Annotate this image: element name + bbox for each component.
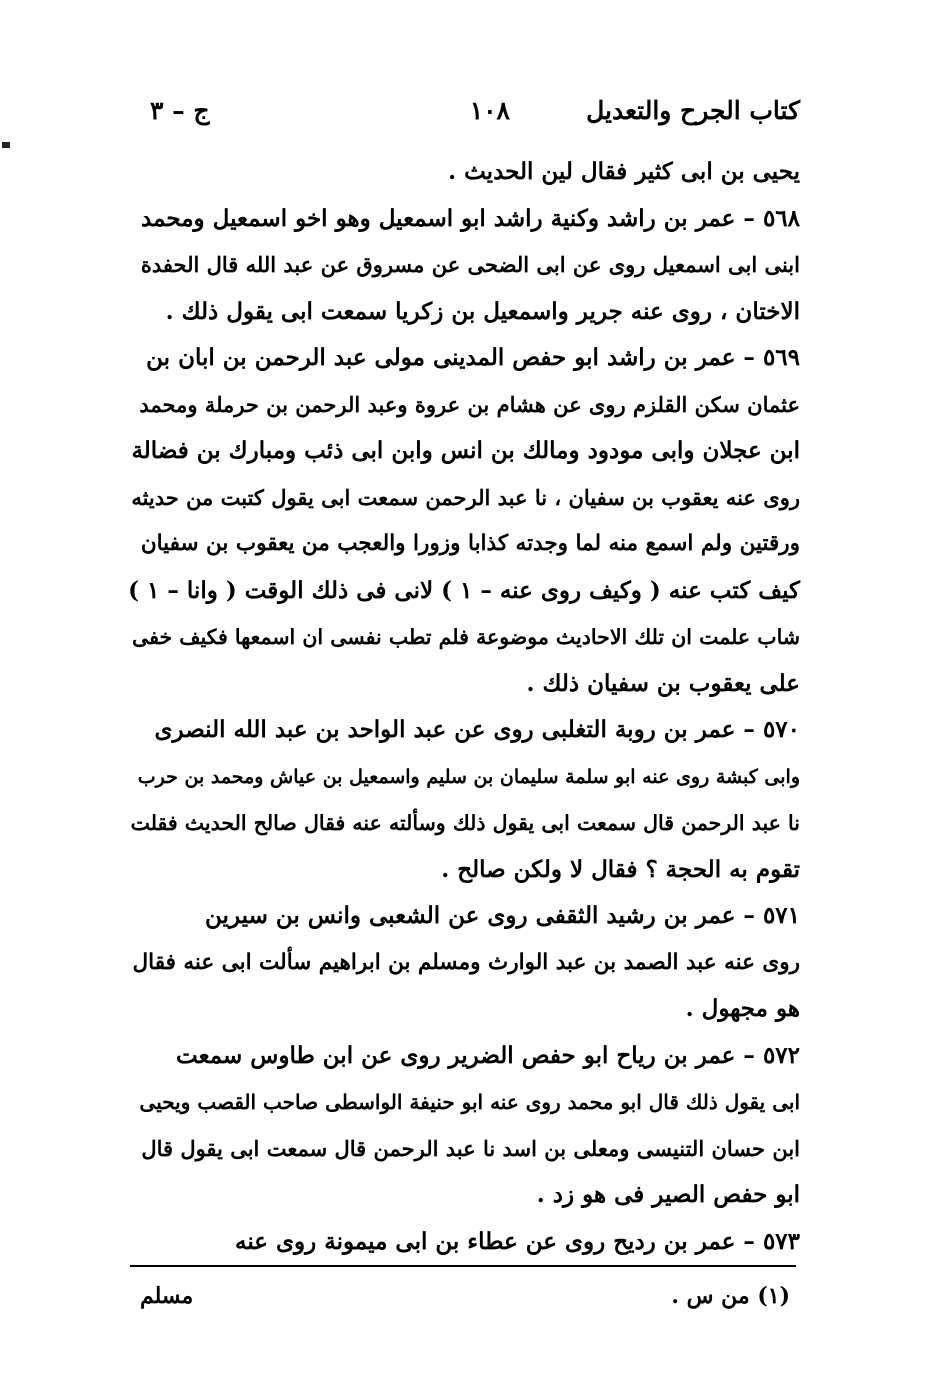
text-line: يحيى بن ابى كثير فقال لين الحديث . (448, 158, 800, 185)
text-line: على يعقوب بن سفيان ذلك . (526, 669, 800, 697)
text-line: روى عنه عبد الصمد بن عبد الوارث ومسلم بن ابراهيم سألت ابى عنه فقال (132, 949, 800, 975)
text-line: ابو حفص الصير فى هو زد . (536, 1181, 800, 1208)
body-text (128, 150, 800, 1266)
text-line: وابى كبشة روى عنه ابو سلمة سليمان بن سليم واسمعيل بن عياش ومحمد بن حرب (137, 765, 800, 788)
text-line: هو مجهول . (685, 995, 800, 1022)
text-line: ابن عجلان وابى مودود ومالك بن انس وابن ابى ذئب ومبارك بن فضالة (131, 437, 800, 464)
text-line: ٥٦٨ – عمر بن راشد وكنية راشد ابو اسمعيل وهو اخو اسمعيل ومحمد (141, 204, 800, 232)
book-title: كتاب الجرح والتعديل (586, 96, 800, 125)
catchword: مسلم (140, 1283, 194, 1309)
text-line: ورقتين ولم اسمع منه لما وجدته كذابا وزورا والعجب من يعقوب بن سفيان (140, 531, 800, 556)
text-line: ٥٧١ – عمر بن رشيد الثقفى روى عن الشعبى وانس بن سيرين (205, 902, 800, 929)
text-line: ابن حسان التنيسى ومعلى بن اسد نا عبد الرحمن قال سمعت ابى يقول قال (141, 1135, 800, 1161)
text-line: ٥٧٢ – عمر بن رياح ابو حفص الضرير روى عن ابن طاوس سمعت (176, 1041, 800, 1069)
text-line: ابى يقول ذلك قال ابو محمد روى عنه ابو حنيفة الواسطى صاحب القصب ويحيى (139, 1090, 800, 1114)
text-line: ٥٧٣ – عمر بن رديح روى عن عطاء بن ابى ميمونة روى عنه (235, 1227, 800, 1255)
text-line: نا عبد الرحمن قال سمعت ابى يقول ذلك وسألته عنه فقال صالح الحديث فقلت (130, 811, 800, 835)
margin-mark (2, 142, 10, 148)
text-line: كيف كتب عنه ( وكيف روى عنه – ١ ) لانى فى ذلك الوقت ( وانا – ١ ) (128, 576, 800, 604)
text-line: تقوم به الحجة ؟ فقال لا ولكن صالح . (441, 855, 800, 883)
text-line: شاب علمت ان تلك الاحاديث موضوعة فلم تطب نفسى ان اسمعها فكيف خفى (132, 625, 800, 649)
footnote-text: (١) من س . (671, 1283, 790, 1309)
text-line: عثمان سكن القلزم روى عن هشام بن عروة وعبد الرحمن بن حرملة ومحمد (139, 391, 800, 417)
volume-label: ج – ٣ (150, 96, 210, 125)
text-line: ٥٧٠ – عمر بن روبة التغلبى روى عن عبد الواحد بن عبد الله النصرى (154, 716, 800, 743)
footnote (140, 1283, 790, 1319)
text-line: ابنى ابى اسمعيل روى عن ابى الضحى عن مسروق عن عبد الله قال الحفدة (140, 252, 800, 277)
text-line: ٥٦٩ – عمر بن راشد ابو حفص المدينى مولى عبد الرحمن بن ابان بن (146, 344, 800, 371)
footnote-rule (130, 1265, 796, 1267)
page-number: ١٠٨ (469, 96, 510, 125)
text-line: روى عنه يعقوب بن سفيان ، نا عبد الرحمن سمعت ابى يقول كتبت من حديثه (131, 484, 800, 510)
text-line: الاختان ، روى عنه جرير واسمعيل بن زكريا سمعت ابى يقول ذلك . (165, 297, 800, 325)
running-header (150, 96, 800, 136)
